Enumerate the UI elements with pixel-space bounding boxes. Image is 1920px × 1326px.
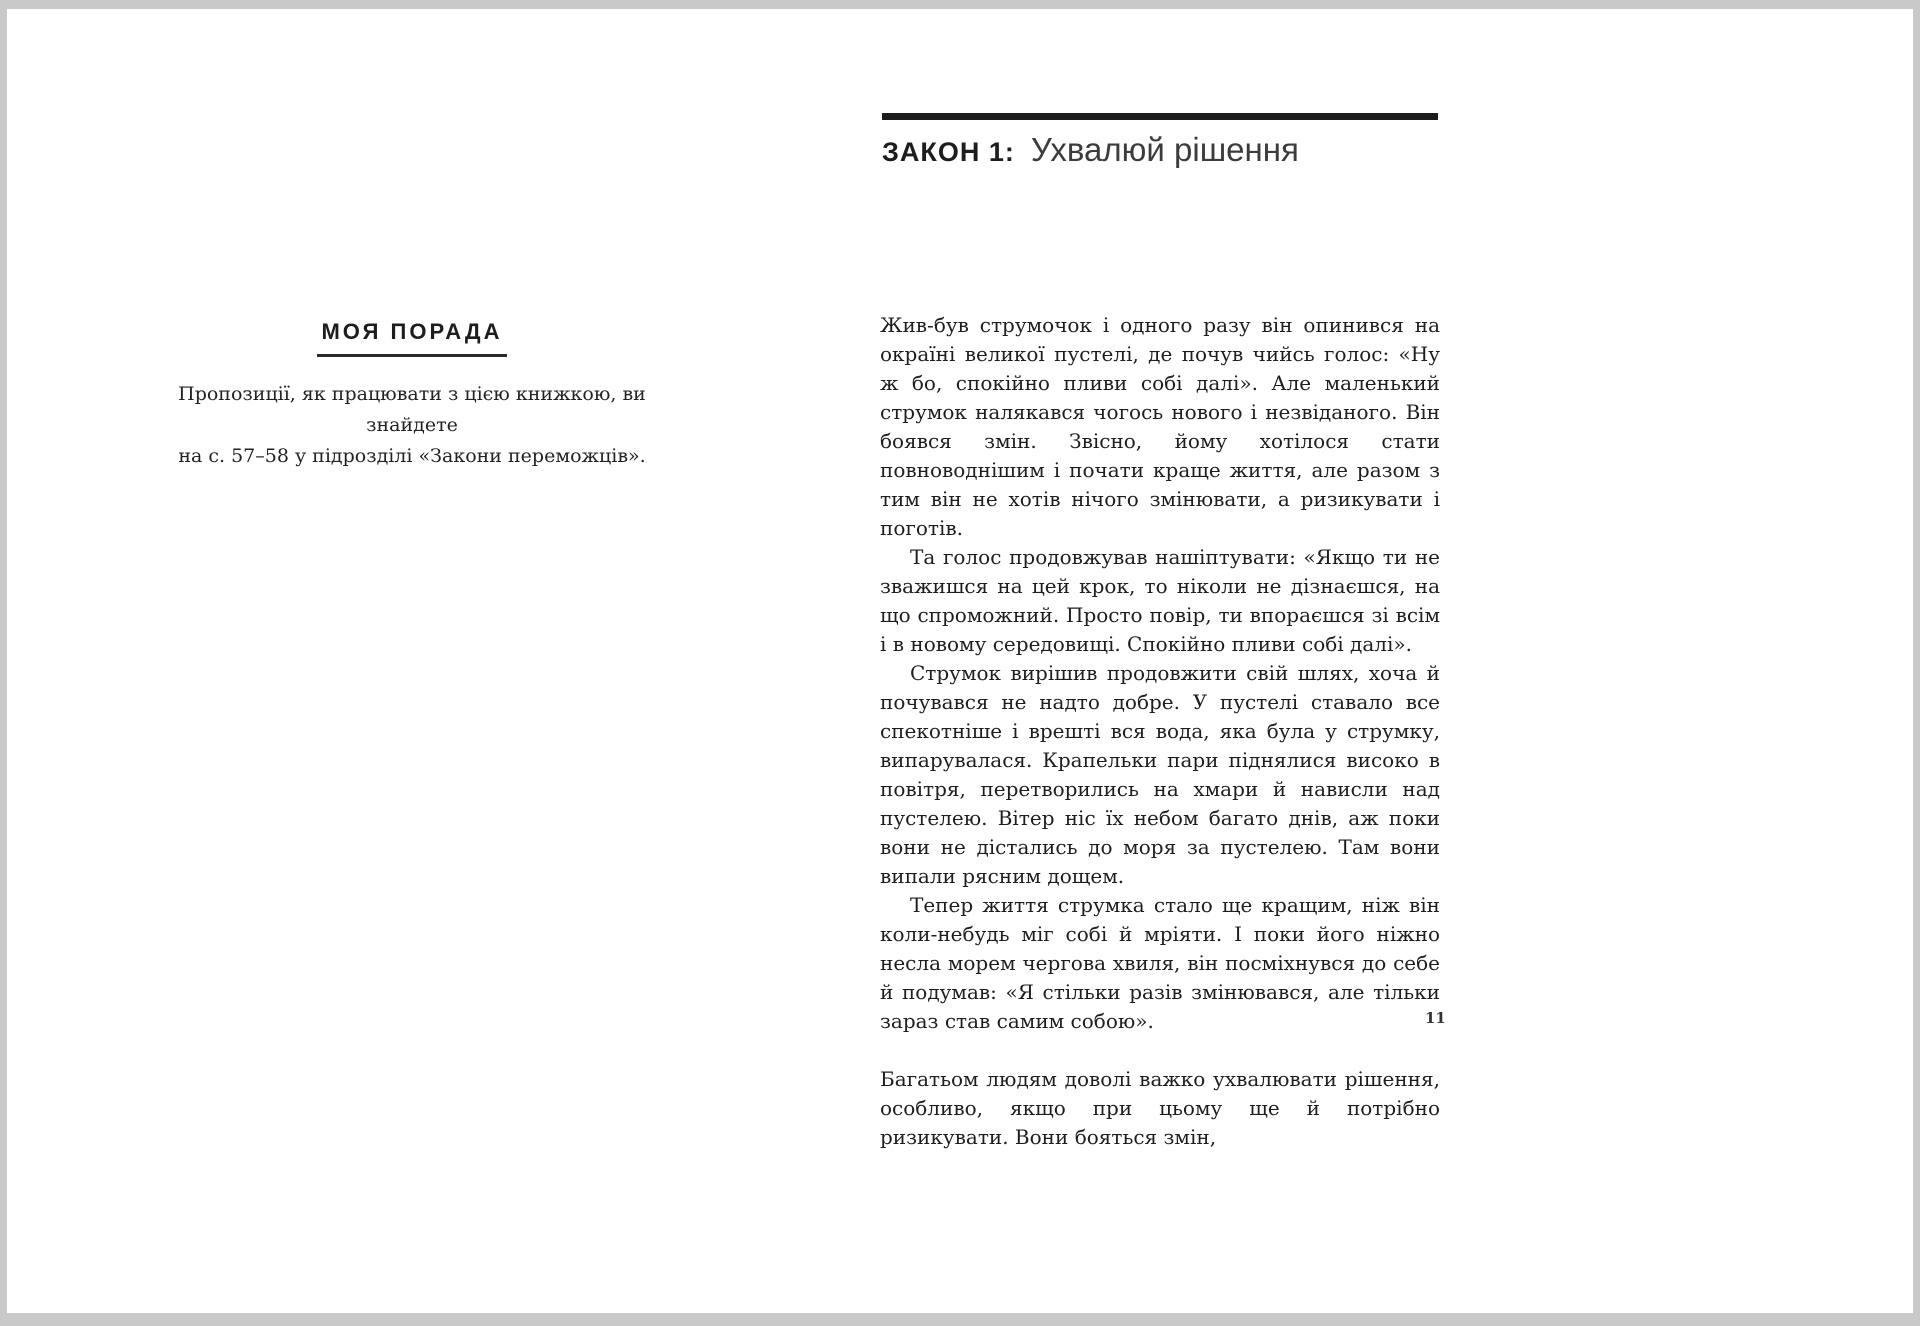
paragraph-5: Багатьом людям доволі важко ухвалювати рішення, особливо, якщо при цьому ще й потрібно ризикувати. Вони бояться змін, <box>880 1067 1440 1149</box>
advice-text-line-1: Пропозиції, як працювати з цією книжкою, ви знайдете <box>178 383 646 436</box>
chapter-label: ЗАКОН 1: <box>882 137 1015 167</box>
chapter-rule <box>882 113 1438 120</box>
advice-section <box>152 319 672 472</box>
book-spread <box>7 9 1913 1313</box>
body-text <box>880 311 1440 1152</box>
paragraph-1: Жив-був струмочок і одного разу він опинився на окраїні великої пустелі, де почув чийсь голос: «Ну ж бо, спокійно пливи собі далі». Але маленький струмок налякався чогось нового і незвіданого. Він боявся змін. Звісно, йому хотілося стати повноводнішим і почати краще життя, але разом з тим він не хотів нічого змінювати, а ризикувати і поготів. <box>880 313 1440 540</box>
advice-heading: МОЯ ПОРАДА <box>317 319 506 357</box>
page-number: 11 <box>1425 1009 1446 1027</box>
paragraph-3: Струмок вирішив продовжити свій шлях, хоча й почувався не надто добре. У пустелі ставало все спекотніше і врешті вся вода, яка була у струмку, випарувалася. Крапельки пари піднялися високо в повітря, перетворились на хмари й нависли над пустелею. Вітер ніс їх небом багато днів, аж поки вони не дістались до моря за пустелею. Там вони випали рясним дощем. <box>880 661 1440 888</box>
advice-text <box>152 379 672 472</box>
paragraph-2: Та голос продовжував нашіптувати: «Якщо ти не зважишся на цей крок, то ніколи не дізнаєшся, на що спроможний. Просто повір, ти впораєшся зі всім і в новому середовищі. Спокійно пливи собі далі». <box>880 545 1440 656</box>
paragraph-4: Тепер життя струмка стало ще кращим, ніж він коли-небудь міг собі й мріяти. І поки його ніжно несла морем чергова хвиля, він посміхнувся до себе й подумав: «Я стільки разів змінювався, але тільки зараз став самим собою». <box>880 893 1440 1033</box>
chapter-heading <box>882 131 1299 169</box>
chapter-title: Ухвалюй рішення <box>1030 131 1299 168</box>
advice-text-line-2: на с. 57–58 у підрозділі «Закони переможців». <box>178 445 646 467</box>
